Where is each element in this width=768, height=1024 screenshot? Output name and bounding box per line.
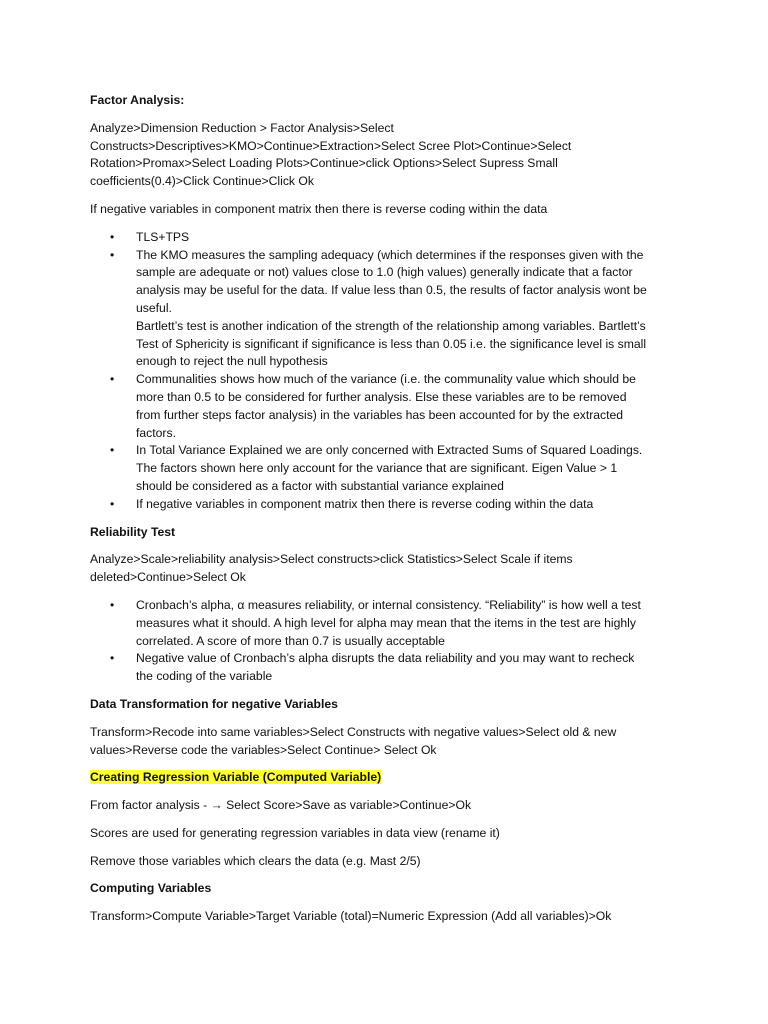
highlighted-heading-text: Creating Regression Variable (Computed Variable)	[90, 770, 382, 785]
list-item	[136, 229, 650, 247]
reliability-test-heading: Reliability Test	[90, 524, 176, 539]
regression-step-3: Remove those variables which clears the data (e.g. Mast 2/5)	[90, 853, 421, 868]
factor-analysis-bullets	[90, 229, 650, 514]
data-transformation-heading: Data Transformation for negative Variables	[90, 696, 338, 711]
factor-analysis-heading: Factor Analysis:	[90, 93, 185, 107]
list-item	[136, 650, 650, 686]
regression-step-2: Scores are used for generating regression variables in data view (rename it)	[90, 825, 500, 840]
factor-analysis-steps: Analyze>Dimension Reduction > Factor Analysis>Select Constructs>Descriptives>KMO>Continue>Extraction>Select Scree Plot>Continue>Select Rotation>Promax>Select Loading Plots>Continue>click Options>Select Supress Small coefficients(0.4)>Click Continue>Click Ok	[90, 120, 572, 189]
bullet-text: Negative value of Cronbach’s alpha disrupts the data reliability and you may want to recheck the coding of the variable	[136, 651, 635, 684]
list-item	[136, 442, 650, 495]
kmo-text: • The KMO measures the sampling adequacy (which determines if the responses given with the sample are adequate or not) values close to 1.0 (high values) generally indicate that a factor analysis may be useful for the data. If value less than 0.5, the results of factor analysis wont be useful.	[136, 247, 647, 315]
reliability-bullets	[90, 597, 650, 686]
bullet-text: Communalities shows how much of the variance (i.e. the communality value which should be more than 0.5 to be considered for further analysis. Else these variables are to be removed from further steps factor analysis) in the variables has been accounted for by the extracted factors.	[136, 372, 636, 440]
list-item	[136, 496, 650, 514]
bullet-text: TLS+TPS	[136, 229, 190, 244]
bullet-text: If negative variables in component matrix then there is reverse coding within the data	[136, 496, 594, 511]
regression-variable-heading	[90, 769, 650, 787]
computing-variables-heading: Computing Variables	[90, 881, 212, 896]
computing-variables-steps: Transform>Compute Variable>Target Variable (total)=Numeric Expression (Add all variables)>Ok	[90, 909, 612, 924]
bartlett-text: Bartlett’s test is another indication of the strength of the relationship among variables. Bartlett’s Test of Sphericity is significant if significance is less than 0.05 i.e. the significance level is small enough to reject the null hypothesis	[136, 318, 647, 369]
list-item	[136, 247, 650, 372]
reliability-test-steps: Analyze>Scale>reliability analysis>Select constructs>click Statistics>Select Scale if items deleted>Continue>Select Ok	[90, 552, 573, 585]
bullet-text: In Total Variance Explained we are only concerned with Extracted Sums of Squared Loadings. The factors shown here only account for the variance that are significant. Eigen Value > 1 should be considered as a factor with substantial variance explained	[136, 443, 643, 493]
list-item	[136, 597, 650, 650]
bullet-text: Cronbach’s alpha, α measures reliability, or internal consistency. “Reliability” is how well a test measures what it should. A high level for alpha may mean that the items in the test are highly correlated. A score of more than 0.7 is usually acceptable	[136, 597, 641, 648]
regression-step-1: From factor analysis - → Select Score>Save as variable>Continue>Ok	[90, 798, 472, 813]
document-content	[90, 92, 650, 936]
data-transformation-steps: Transform>Recode into same variables>Select Constructs with negative values>Select old & new values>Reverse code the variables>Select Continue> Select Ok	[90, 724, 617, 757]
factor-analysis-note: If negative variables in component matrix then there is reverse coding within the data	[90, 201, 548, 216]
list-item	[136, 371, 650, 442]
